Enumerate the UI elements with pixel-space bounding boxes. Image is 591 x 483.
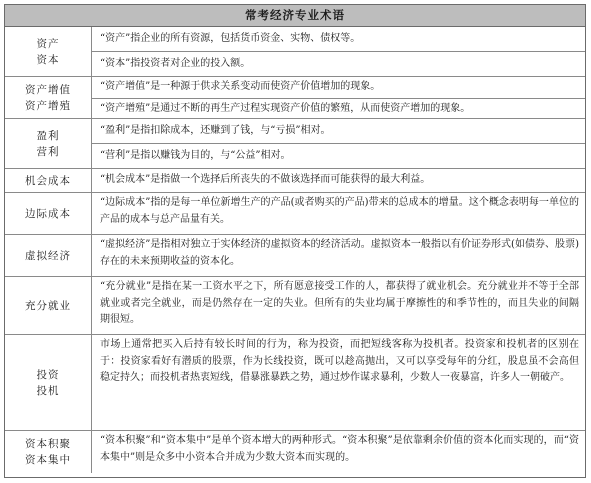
definition-text: “虚拟经济”是指相对独立于实体经济的虚拟资本的经济活动。虚拟资本一般指以有价证券形式(如债券、股票)存在的未来预期收益的资本化。 [100,239,579,267]
definition-text: “机会成本”是指做一个选择后所丧失的不做该选择而可能获得的最大利益。 [100,174,431,186]
definition-text: “边际成本”指的是每一单位新增生产的产品(或者购买的产品)带来的总成本的增量。这个概念表明每一单位的产品的成本与总产品量有关。 [100,197,579,225]
term-cell [5,27,92,76]
term-cell [5,335,92,430]
definition-cell [92,193,585,234]
definition-cell [92,431,585,473]
definition-cell [92,27,585,76]
term-label: 资产增值 [25,83,71,96]
terminology-table [4,4,586,478]
term-label: 资本集中 [25,454,71,466]
term-label: 盈利 [36,129,60,142]
definition-text: 市场上通常把买入后持有较长时间的行为，称为投资，而把短线客称为投机者。投资家和投机者的区别在于：投资家看好有潜质的股票，作为长线投资，既可以趁高抛出，又可以享受每年的分红，股息虽不会高但稳定持久；而投机者热衷短线，借暴涨暴跌之势，通过炒作谋求暴利，少数人一夜暴富，许多人一朝破产。 [100,339,579,383]
term-label: 营利 [36,145,60,158]
term-cell [5,235,92,276]
definition-text: “资产增值”是一种源于供求关系变动而使资产价值增加的现象。 [100,81,381,92]
table-row [5,119,585,169]
term-cell [5,277,92,334]
term-label: 资本 [36,53,60,66]
term-cell [5,77,92,118]
term-label: 投机 [36,384,60,397]
term-cell [5,193,92,234]
table-row [5,193,585,235]
table-row [5,431,585,473]
table-row [5,27,585,77]
definition-cell [92,277,585,334]
definition-text: “资本”指投资者对企业的投入额。 [92,51,585,76]
definition-text: “充分就业”是指在某一工资水平之下，所有愿意接受工作的人，都获得了就业机会。充分就业并不等于全部就业或者完全就业，而是仍然存在一定的失业。但所有的失业均属于摩擦性的和季节性的，而且失业的间隔期很短。 [100,281,579,325]
table-row [5,169,585,193]
table-body [5,27,585,473]
term-label: 虚拟经济 [25,249,71,262]
definition-cell [92,119,585,168]
table-row [5,235,585,277]
definition-text: “盈利”是指扣除成本，还赚到了钱，与“亏损”相对。 [100,124,331,136]
table-title: 常考经济专业术语 [5,5,585,27]
definition-cell [92,235,585,276]
term-label: 资本积聚 [25,438,71,450]
term-cell [5,119,92,168]
term-label: 资产增殖 [25,99,71,112]
definition-text: “资产增殖”是通过不断的再生产过程实现资产价值的繁殖，从而使资产增加的现象。 [92,98,585,120]
term-cell [5,431,92,473]
term-cell [5,169,92,192]
term-label: 充分就业 [25,299,71,312]
term-label: 投资 [36,368,60,381]
definition-cell [92,169,585,192]
definition-text: “营利”是指以赚钱为目的，与“公益”相对。 [92,143,585,168]
definition-cell [92,77,585,118]
term-label: 机会成本 [25,174,71,187]
table-row [5,277,585,335]
definition-text: “资本积聚”和“资本集中”是单个资本增大的两种形式。“资本积聚”是依靠剩余价值的资本化而实现的，而“资本集中”则是众多中小资本合并成为少数大资本而实现的。 [100,435,579,463]
term-label: 边际成本 [25,207,71,220]
table-row [5,77,585,119]
definition-cell [92,335,585,430]
definition-text: “资产”指企业的所有资源，包括货币资金、实物、债权等。 [100,32,361,44]
term-label: 资产 [36,37,60,50]
table-row [5,335,585,431]
